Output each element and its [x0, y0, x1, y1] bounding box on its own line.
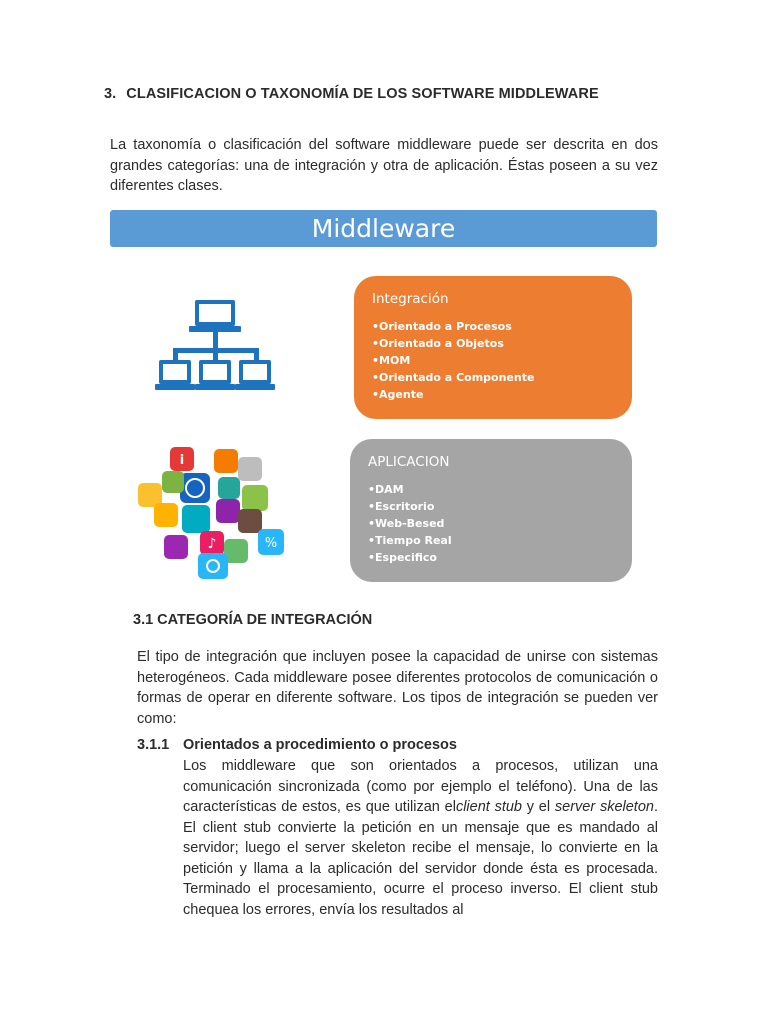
list-item: • Orientado a Procesos — [372, 318, 534, 335]
list-item: • Especifico — [368, 549, 452, 566]
section-311-text-a: Los middleware que son orientados a procesos, utilizan una comunicación sincronizada (como por ejemplo el teléfono). Una de las características de estos, es que utilizan el — [183, 758, 658, 815]
svg-text:i: i — [179, 453, 185, 468]
app-cubes-icon — [132, 443, 290, 581]
aplicacion-list — [368, 481, 452, 566]
section-311-text-c: . El client stub convierte la petición en un mensaje que es mandado al servidor; luego el server skeleton recibe el mensaje, lo convierte en la petición y llama a la aplicación del servidor donde ésta es procesada. Terminado el procesamiento, ocurre el proceso inverso. El client stub chequea los errores, envía los resultados al — [183, 799, 659, 918]
section-31-paragraph: El tipo de integración que incluyen posee la capacidad de unirse con sistemas heterogéneos. Cada middleware posee diferentes protocolos de comunicación o formas de operar en diferente software. Los tipos de integración se pueden ver como: — [137, 649, 658, 727]
list-item: • DAM — [368, 481, 452, 498]
integracion-box — [354, 276, 632, 419]
list-item: • MOM — [372, 352, 534, 369]
section-heading-number: 3. — [104, 86, 117, 102]
section-311-paragraph — [183, 756, 658, 920]
integracion-list — [372, 318, 534, 403]
section-311-number: 3.1.1 — [137, 737, 170, 753]
list-item: • Agente — [372, 386, 534, 403]
svg-text:%: % — [264, 536, 278, 551]
network-computers-icon — [155, 298, 275, 398]
section-heading — [104, 86, 599, 102]
section-31-title: 3.1 CATEGORÍA DE INTEGRACIÓN — [133, 612, 373, 628]
list-item: • Web-Besed — [368, 515, 452, 532]
section-heading-text: CLASIFICACION O TAXONOMÍA DE LOS SOFTWARE MIDDLEWARE — [126, 86, 599, 102]
section-311-title: Orientados a procedimiento o procesos — [183, 737, 457, 753]
aplicacion-box — [350, 439, 632, 582]
section-311-term-server-skeleton: server skeleton — [554, 799, 654, 815]
section-311-term-client-stub: client stub — [455, 799, 522, 815]
list-item: • Escritorio — [368, 498, 452, 515]
middleware-banner: Middleware — [110, 210, 657, 247]
section-311-text-b: y el — [521, 799, 555, 815]
aplicacion-title: APLICACION — [368, 454, 450, 470]
list-item: • Tiempo Real — [368, 532, 452, 549]
svg-text:♪: ♪ — [207, 536, 217, 552]
intro-paragraph: La taxonomía o clasificación del software middleware puede ser descrita en dos grandes categorías: una de integración y otra de aplicación. Éstas poseen a su vez diferentes clases. — [110, 137, 658, 194]
integracion-title: Integración — [372, 291, 449, 307]
list-item: • Orientado a Objetos — [372, 335, 534, 352]
list-item: • Orientado a Componente — [372, 369, 534, 386]
